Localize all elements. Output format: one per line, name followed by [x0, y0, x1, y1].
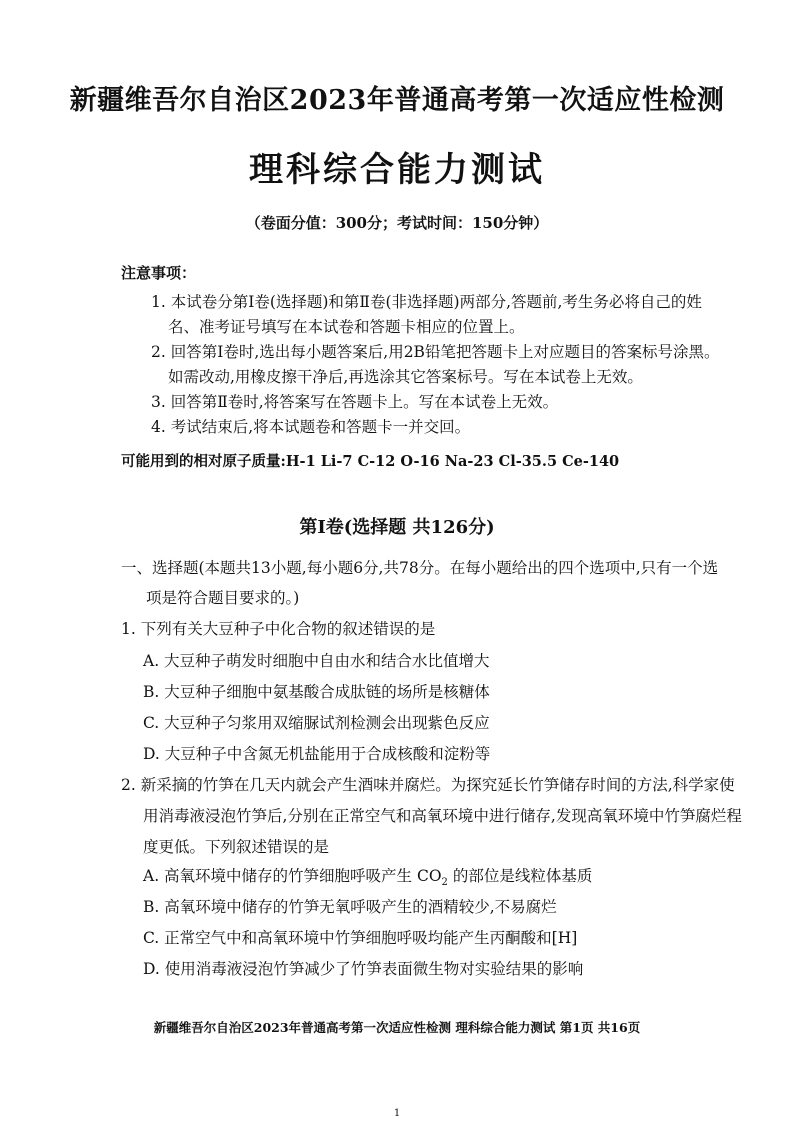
section-instruction: 项是符合题目要求的。) — [146, 589, 300, 607]
answer-option: D. 大豆种子中含氮无机盐能用于合成核酸和淀粉等 — [143, 745, 491, 763]
exam-meta: （卷面分值：300分；考试时间：150分钟） — [245, 214, 549, 232]
question-stem: 度更低。下列叙述错误的是 — [143, 838, 330, 856]
notice-heading: 注意事项： — [121, 264, 197, 282]
question-stem: 2. 新采摘的竹笋在几天内就会产生酒味并腐烂。为探究延长竹笋储存时间的方法,科学家使 — [121, 776, 735, 794]
exam-title: 新疆维吾尔自治区2023年普通高考第一次适应性检测 — [69, 85, 725, 116]
notice-item: 4. 考试结束后,将本试题卷和答题卡一并交回。 — [151, 418, 471, 436]
page-footer: 新疆维吾尔自治区2023年普通高考第一次适应性检测 理科综合能力测试 第1页 共16页 — [153, 1020, 641, 1035]
page-number: 1 — [393, 1108, 401, 1119]
atomic-masses: 可能用到的相对原子质量:H-1 Li-7 C-12 O-16 Na-23 Cl-35.5 Ce-140 — [121, 453, 620, 470]
subscript: 2 — [441, 877, 448, 889]
question-stem: 用消毒液浸泡竹笋后,分别在正常空气和高氧环境中进行储存,发现高氧环境中竹笋腐烂程 — [143, 807, 742, 825]
option-text: A. 高氧环境中储存的竹笋细胞呼吸产生 CO — [143, 867, 442, 885]
answer-option: A. 大豆种子萌发时细胞中自由水和结合水比值增大 — [143, 652, 490, 670]
notice-item: 名、准考证号填写在本试卷和答题卡相应的位置上。 — [168, 318, 525, 336]
notice-item: 3. 回答第Ⅱ卷时,将答案写在答题卡上。写在本试卷上无效。 — [151, 393, 559, 411]
answer-option: C. 大豆种子匀浆用双缩脲试剂检测会出现紫色反应 — [143, 714, 490, 732]
section-instruction: 一、选择题(本题共13小题,每小题6分,共78分。在每小题给出的四个选项中,只有一个选 — [121, 559, 719, 577]
question-stem: 1. 下列有关大豆种子中化合物的叙述错误的是 — [121, 620, 436, 638]
answer-option: B. 大豆种子细胞中氨基酸合成肽链的场所是核糖体 — [143, 683, 490, 701]
notice-item: 如需改动,用橡皮擦干净后,再选涂其它答案标号。写在本试卷上无效。 — [168, 368, 643, 386]
answer-option: C. 正常空气中和高氧环境中竹笋细胞呼吸均能产生丙酮酸和[H] — [143, 929, 578, 947]
answer-option — [143, 864, 592, 888]
answer-option: D. 使用消毒液浸泡竹笋减少了竹笋表面微生物对实验结果的影响 — [143, 960, 584, 978]
notice-item: 2. 回答第Ⅰ卷时,选出每小题答案后,用2B铅笔把答题卡上对应题目的答案标号涂黑。 — [151, 343, 720, 361]
notice-item: 1. 本试卷分第Ⅰ卷(选择题)和第Ⅱ卷(非选择题)两部分,答题前,考生务必将自己的姓 — [151, 293, 702, 311]
subject-title: 理科综合能力测试 — [249, 150, 545, 190]
answer-option: B. 高氧环境中储存的竹笋无氧呼吸产生的酒精较少,不易腐烂 — [143, 898, 557, 916]
section-title: 第Ⅰ卷(选择题 共126分) — [299, 517, 495, 538]
option-text: 的部位是线粒体基质 — [447, 867, 593, 885]
